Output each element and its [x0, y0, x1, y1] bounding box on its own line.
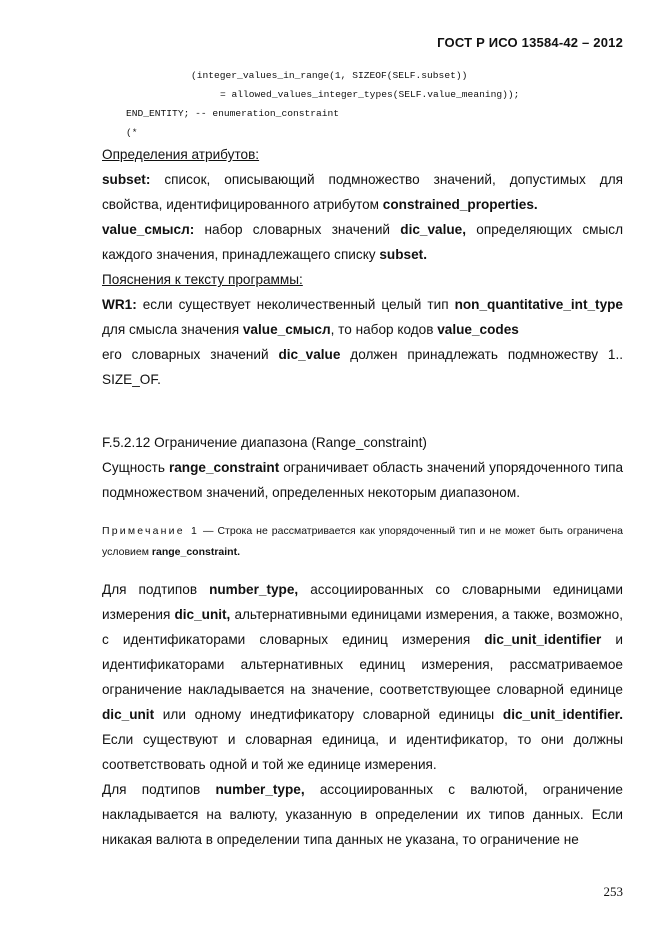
paragraph: его словарных значений dic_value должен принадлежать подмножеству 1.. SIZE_OF.	[102, 347, 624, 387]
section-heading: F.5.2.12 Ограничение диапазона (Range_constraint)	[102, 435, 427, 450]
page-number: 253	[603, 884, 623, 899]
paragraph: WR1: если существует неколичественный целый тип non_quantitative_int_type для смысла значения value_смысл, то набор кодов value_codes	[102, 297, 623, 337]
paragraph: Сущность range_constraint ограничивает область значений упорядоченного типа подмножеством значений, определенных некоторым диапазоном.	[102, 460, 624, 500]
code-line: END_ENTITY; -- enumeration_constraint	[126, 108, 340, 119]
comments-heading: Пояснения к тексту программы:	[102, 272, 303, 287]
paragraph: value_смысл: набор словарных значений dic_value, определяющих смысл каждого значения, принадлежащего списку subset.	[102, 222, 624, 262]
paragraph: subset: список, описывающий подмножество значений, допустимых для свойства, идентифицированного атрибутом constrained_properties.	[102, 172, 623, 212]
section-range-constraint	[63, 430, 623, 505]
attributes-heading: Определения атрибутов:	[102, 147, 260, 162]
paragraph: Для подтипов number_type, ассоциированных с валютой, ограничение накладывается на валюту, указанную в определении их типов данных. Если никакая валюта в определении типа данных не указана, то ограничение не	[102, 782, 623, 847]
attribute-definitions	[63, 142, 623, 392]
code-line: = allowed_values_integer_types(SELF.value_meaning));	[220, 89, 520, 100]
note: Примечание 1 — Строка не рассматривается как упорядоченный тип и не может быть ограничена условием range_constraint.	[102, 525, 623, 558]
code-line: (integer_values_in_range(1, SIZEOF(SELF.subset))	[191, 70, 468, 81]
paragraph: Для подтипов number_type, ассоциированных со словарными единицами измерения dic_unit, альтернативными единицами измерения, а также, возможно, с идентификаторами словарных единиц измерения dic_unit_identifier и идентификаторами альтернативных единиц измерения, рассматриваемое ограничение накладывается на значение, соответствующее словарной единице dic_unit или одному инедтификатору словарной единицы dic_unit_identifier. Если существуют и словарная единица, и идентификатор, то они должны соответствовать одной и той же единице измерения.	[102, 582, 623, 772]
note-label: Примечание 1	[102, 525, 199, 537]
body-text	[63, 577, 623, 852]
code-line: (*	[126, 127, 138, 138]
note-term: range_constraint.	[151, 546, 240, 558]
document-header: ГОСТ Р ИСО 13584-42 – 2012	[437, 35, 623, 50]
